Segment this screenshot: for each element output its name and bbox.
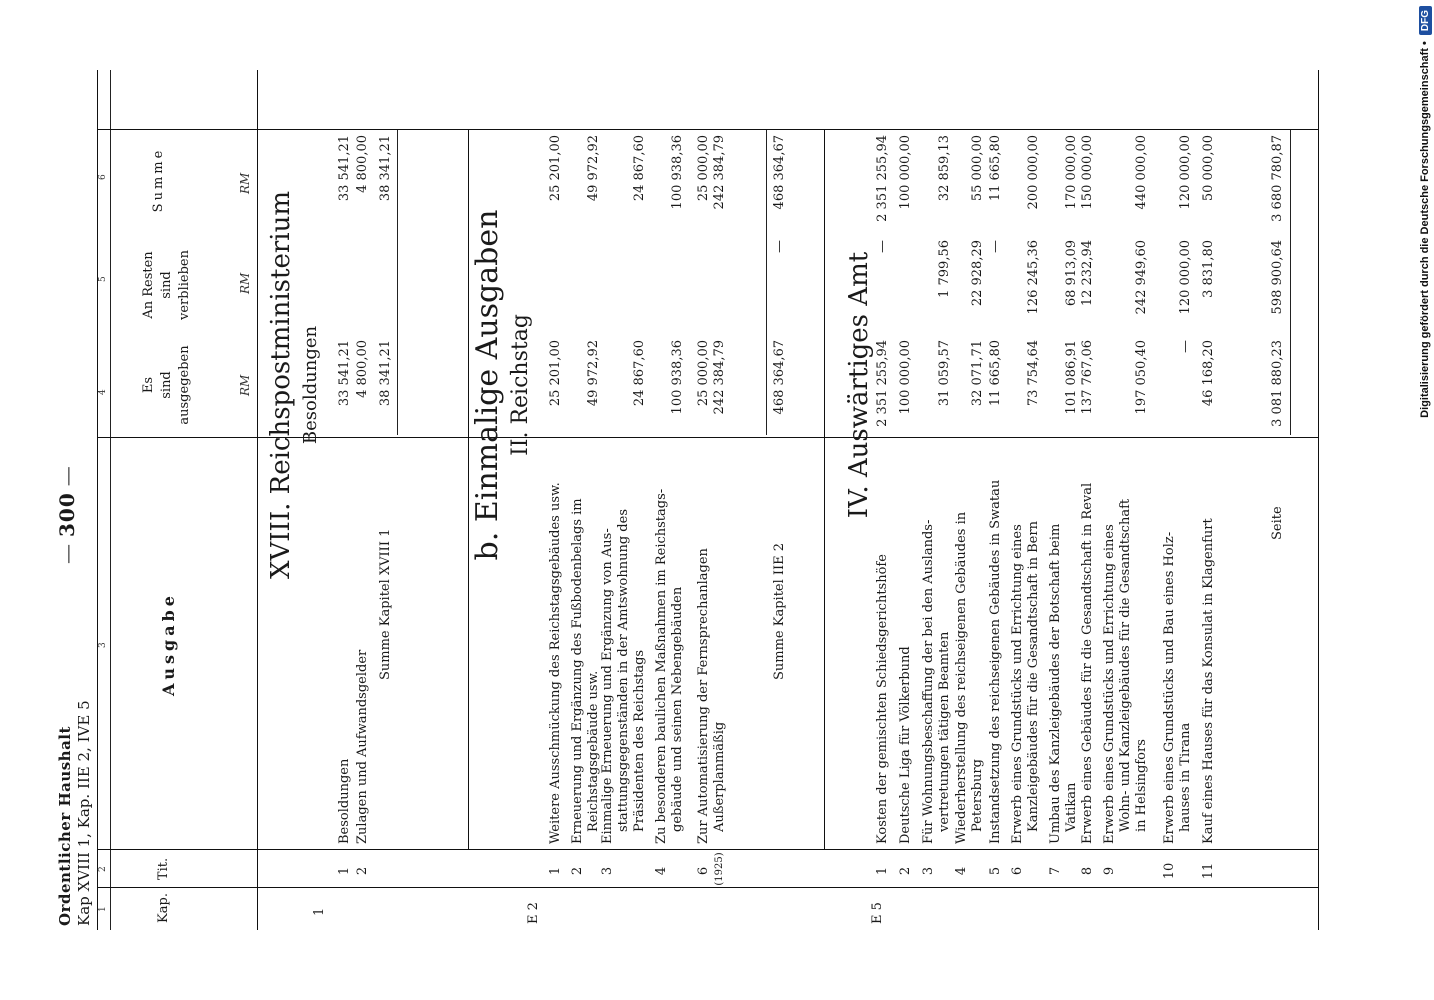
row-resten: 1 799,56 <box>937 240 952 298</box>
colnum-4: 4 <box>98 389 108 395</box>
row-tit: 2 <box>898 866 913 876</box>
row-text: Kosten der gemischten Schiedsgerichtshöfe <box>875 554 890 844</box>
row-text: Summe Kapitel IIE 2 <box>772 542 787 680</box>
row-tit: 7 <box>1048 866 1063 876</box>
section-title-xviii: XVIII. Reichspostministerium <box>266 191 296 579</box>
col-header-ausgegeben-line2: sind ausgegeben <box>159 345 192 425</box>
row-summe: 25 000,00 <box>696 135 711 202</box>
header-chapters: Kap XVIII 1, Kap. IIE 2, IVE 5 <box>75 700 93 926</box>
row-summe: 170 000,00 <box>1064 135 1079 210</box>
row-summe: 440 000,00 <box>1134 135 1149 210</box>
colnum-rule <box>110 70 111 930</box>
row-text: Einmalige Erneuerung und Ergänzung von Aus- <box>600 528 615 844</box>
row-summe: 468 364,67 <box>772 135 787 210</box>
row-tit: 2 <box>355 866 370 876</box>
row-ausgegeben: 2 351 255,94 <box>875 340 890 427</box>
row-resten: 120 000,00 <box>1178 240 1193 315</box>
row-text: hauses in Tirana <box>1178 722 1193 832</box>
row-resten: 3 831,80 <box>1201 240 1216 298</box>
row-ausgegeben-2: 242 384,79 <box>712 340 727 415</box>
digitization-credit <box>1414 6 1434 996</box>
row-text: in Helsingfors <box>1134 739 1149 832</box>
dfg-logo-badge: DFG <box>1419 6 1432 35</box>
row-ausgegeben: 4 800,00 <box>355 340 370 398</box>
col-header-kap: Kap. <box>156 893 171 923</box>
row-ausgegeben: 38 341,21 <box>378 340 393 407</box>
row-text: Erneuerung und Ergänzung des Fußbodenbelags im <box>570 498 585 844</box>
row-text: Erwerb eines Grundstücks und Bau eines Holz- <box>1162 531 1177 844</box>
row-summe: 49 972,92 <box>586 135 601 202</box>
col-header-tit: Tit. <box>156 857 171 881</box>
colnum-3: 3 <box>98 642 108 648</box>
header-bottom-rule <box>257 70 258 930</box>
row-ausgegeben: 468 364,67 <box>772 340 787 415</box>
row-ausgegeben: 25 000,00 <box>696 340 711 407</box>
row-summe: 38 341,21 <box>378 135 393 202</box>
row-tit: 9 <box>1102 866 1117 876</box>
row-text: Zur Automatisierung der Fernsprechanlagen <box>696 548 711 844</box>
row-summe: 32 859,13 <box>937 135 952 202</box>
page-header <box>56 700 94 926</box>
row-summe: 33 541,21 <box>337 135 352 202</box>
row-text: Wiederherstellung des reichseigenen Gebäudes in <box>954 511 969 844</box>
row-text: Weitere Ausschmückung des Reichstagsgebäudes usw. <box>548 482 563 844</box>
row-text: Instandsetzung des reichseigenen Gebäudes in Swatau <box>988 479 1003 844</box>
kap-label-1: 1 <box>312 907 327 916</box>
row-resten: 598 900,64 <box>1270 240 1285 315</box>
row-summe: 55 000,00 <box>970 135 985 202</box>
colnum-5: 5 <box>98 276 108 282</box>
row-summe: 150 000,00 <box>1080 135 1095 210</box>
col-header-summe: Summe <box>151 147 166 213</box>
row-text: Reichstagsgebäude usw. <box>586 670 601 832</box>
row-ausgegeben: 73 754,64 <box>1026 340 1041 407</box>
row-resten: 22 928,29 <box>970 240 985 307</box>
row-resten: 68 913,09 <box>1064 240 1079 307</box>
row-summe: 24 867,60 <box>632 135 647 202</box>
row-resten: 242 949,60 <box>1134 240 1149 315</box>
row-text: Außerplanmäßig <box>712 721 727 832</box>
col-divider-5 <box>97 129 1318 130</box>
page-number-block: —300— <box>55 465 79 564</box>
row-summe: 100 938,36 <box>670 135 685 210</box>
total-rule-seite <box>1290 130 1291 435</box>
credit-text: Digitalisierung gefördert durch die Deutsche Forschungsgemeinschaft • <box>1419 41 1431 418</box>
row-text: Erwerb eines Grundstücks und Errichtung eines <box>1102 524 1117 844</box>
row-ausgegeben: 137 767,06 <box>1080 340 1095 415</box>
col-header-ausgegeben <box>140 335 194 435</box>
row-tit: 8 <box>1080 866 1095 876</box>
row-resten: — <box>988 240 1003 253</box>
row-resten: — <box>875 240 890 253</box>
row-tit-year: (1925) <box>714 852 725 886</box>
row-tit: 3 <box>921 866 936 876</box>
row-tit: 6 <box>1010 866 1025 876</box>
row-tit: 10 <box>1162 862 1177 880</box>
row-ausgegeben: 100 000,00 <box>898 340 913 415</box>
row-text: Erwerb eines Grundstücks und Errichtung eines <box>1010 524 1025 844</box>
row-summe: 3 680 780,87 <box>1270 135 1285 222</box>
section-title-b: b. Einmalige Ausgaben <box>470 209 505 561</box>
row-tit: 2 <box>570 866 585 876</box>
row-ausgegeben: 197 050,40 <box>1134 340 1149 415</box>
row-resten: 126 245,36 <box>1026 240 1041 315</box>
row-text: Summe Kapitel XVIII 1 <box>378 528 393 680</box>
unit-ausgegeben: RM <box>238 374 252 396</box>
row-tit: 1 <box>337 866 352 876</box>
row-ausgegeben: 31 059,57 <box>937 340 952 407</box>
row-ausgegeben: 46 168,20 <box>1201 340 1216 407</box>
row-summe: 2 351 255,94 <box>875 135 890 222</box>
row-summe: 50 000,00 <box>1201 135 1216 202</box>
row-tit: 3 <box>600 866 615 876</box>
row-tit: 1 <box>548 866 563 876</box>
row-text: Umbau des Kanzleigebäudes der Botschaft beim <box>1048 523 1063 844</box>
kap-label-e5: E 5 <box>870 902 885 924</box>
row-ausgegeben: 100 938,36 <box>670 340 685 415</box>
row-ausgegeben: 25 201,00 <box>548 340 563 407</box>
row-text: Zu besonderen baulichen Maßnahmen im Reichstags- <box>654 488 669 844</box>
row-text: Für Wohnungsbeschaffung der bei den Auslands- <box>921 519 936 844</box>
section-rule-e2 <box>468 130 469 850</box>
header-title: Ordentlicher Haushalt <box>56 726 74 926</box>
row-tit: 4 <box>954 866 969 876</box>
row-text: Erwerb eines Gebäudes für die Gesandtschaft in Reval <box>1080 482 1095 844</box>
row-text: vertretungen tätigen Beamten <box>937 631 952 832</box>
row-ausgegeben: 3 081 880,23 <box>1270 340 1285 427</box>
row-summe: 25 201,00 <box>548 135 563 202</box>
row-text: Besoldungen <box>337 758 352 844</box>
unit-resten: RM <box>238 272 252 294</box>
row-ausgegeben: 24 867,60 <box>632 340 647 407</box>
row-summe: 200 000,00 <box>1026 135 1041 210</box>
row-tit: 4 <box>654 866 669 876</box>
row-summe: 100 000,00 <box>898 135 913 210</box>
row-text: gebäude und seinen Nebengebäuden <box>670 586 685 832</box>
row-tit: 5 <box>988 866 1003 876</box>
row-text: Präsidenten des Reichstags <box>632 649 647 832</box>
row-ausgegeben: 32 071,71 <box>970 340 985 407</box>
row-ausgegeben: 101 086,91 <box>1064 340 1079 415</box>
row-tit: 6 <box>696 866 711 876</box>
row-ausgegeben: 49 972,92 <box>586 340 601 407</box>
col-divider-2 <box>97 849 1318 850</box>
row-summe-2: 242 384,79 <box>712 135 727 210</box>
row-text: Zulagen und Aufwandsgelder <box>355 649 370 844</box>
colnum-1: 1 <box>98 906 108 912</box>
row-summe: 11 665,80 <box>988 135 1003 202</box>
kap-label-e2: E 2 <box>526 902 541 924</box>
row-ausgegeben: — <box>1178 340 1193 353</box>
row-text: Wohn- und Kanzleigebäudes für die Gesandtschaft <box>1118 498 1133 832</box>
row-resten: 12 232,94 <box>1080 240 1095 307</box>
row-ausgegeben: 33 541,21 <box>337 340 352 407</box>
row-text: Kauf eines Hauses für das Konsulat in Klagenfurt <box>1201 518 1216 844</box>
section-title-iv: IV. Auswärtiges Amt <box>844 251 874 519</box>
section-sub-besoldungen: Besoldungen <box>300 325 321 445</box>
section-title-ii: II. Reichstag <box>508 314 533 456</box>
row-text: Seite <box>1270 506 1285 540</box>
subtotal-rule-e2 <box>766 130 767 435</box>
unit-summe: RM <box>238 172 252 194</box>
colnum-6: 6 <box>98 174 108 180</box>
col-header-ausgabe: Ausgabe <box>159 592 178 696</box>
row-text: Kanzleigebäudes für die Gesandtschaft in Bern <box>1026 521 1041 832</box>
col-header-ausgegeben-line1: Es <box>141 376 156 394</box>
row-text: Petersburg <box>970 759 985 832</box>
row-summe: 4 800,00 <box>355 135 370 193</box>
row-tit: 1 <box>875 866 890 876</box>
table-bottom-rule <box>1318 70 1319 930</box>
page-number: 300 <box>55 492 79 537</box>
row-tit: 11 <box>1201 862 1216 880</box>
col-header-resten-line2: sind verblieben <box>159 250 192 320</box>
section-rule-e5 <box>824 130 825 850</box>
row-text: stattungsgegenständen in der Amtswohnung des <box>616 509 631 832</box>
table-top-rule <box>97 70 98 930</box>
col-header-resten-line1: An Resten <box>141 251 156 319</box>
row-resten: — <box>772 240 787 253</box>
row-summe: 120 000,00 <box>1178 135 1193 210</box>
colnum-2: 2 <box>98 866 108 872</box>
row-text: Vatikan <box>1064 782 1079 832</box>
row-text: Deutsche Liga für Völkerbund <box>898 646 913 844</box>
subtotal-rule-xviii <box>397 130 398 435</box>
row-ausgegeben: 11 665,80 <box>988 340 1003 407</box>
col-header-resten <box>140 235 194 335</box>
